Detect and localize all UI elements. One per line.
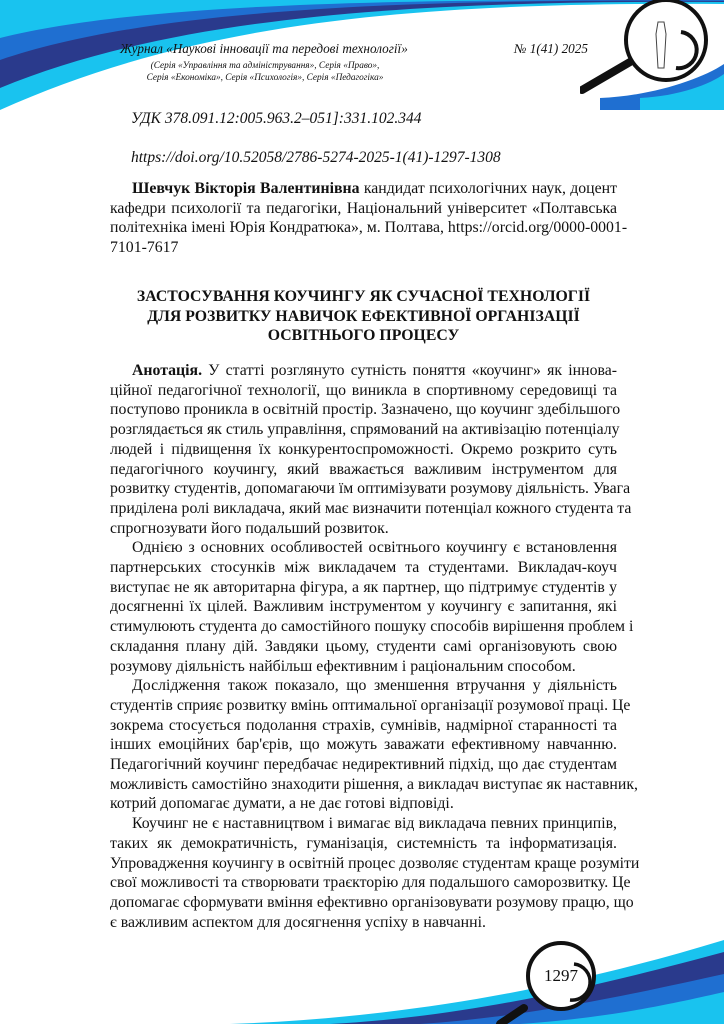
doi-link[interactable]: https://doi.org/10.52058/2786-5274-2025-1(41)-1297-1308 [131,149,501,166]
paragraph-line: зокрема стосується подолання страхів, сумнівів, надмірної старанності та [110,716,617,734]
paragraph-line: свої можливості та створювати траєкторію для подальшого саморозвитку. Це [110,874,631,892]
paragraph-line: таких як демократичність, гуманізація, системність та інформатизація. [110,834,617,852]
paragraph-line: педагогічного коучингу, який вважається важливим інструментом для [110,460,617,478]
paragraph-line: спрогнозувати його подальший розвиток. [110,519,389,537]
paragraph-line: можливість самостійно знаходити рішення, а викладач виступає як наставник, [110,775,638,793]
series-line: Серія «Економіка», Серія «Психологія», Серія «Педагогіка» [146,73,384,83]
paragraph-line: поступово проникла в освітній простір. Зазначено, що коучинг здебільшого [110,401,621,419]
author-name: Шевчук Вікторія Валентинівна [132,180,360,197]
paragraph-line: розвитку студентів, допомагаючи їм оптимізувати розумову діяльність. Увага [110,480,631,498]
paragraph-line: розглядається як стиль управління, спрямований на активізацію потенціалу [110,421,620,439]
page-number: 1297 [544,966,578,985]
paragraph-line: інших емоційних бар'єрів, що можуть заважати ефективному навчанню. [110,736,617,754]
paragraph-line: є важливим аспектом для досягнення успіху в навчанні. [110,913,486,931]
title-line: ЗАСТОСУВАННЯ КОУЧИНГУ ЯК СУЧАСНОЇ ТЕХНОЛОГІЇ [136,288,591,305]
paragraph-line: розумову діяльність найбільш ефективним і раціональним способом. [110,657,576,675]
paragraph-line: стимулюють студента до самостійного пошуку способів вирішення проблем і [110,618,634,636]
paragraph-line: людей і підвищення їх конкурентоспроможності. Окремо розкрито суть [110,440,617,458]
paragraph-line: Анотація. У статті розглянуто сутність поняття «коучинг» як іннова- [132,362,617,379]
udk-code: УДК 378.091.12:005.963.2–051]:331.102.344 [131,110,422,127]
journal-title: Журнал «Наукові інновації та передові технології» [120,41,408,56]
paragraph-line: приділена ролі викладача, який має визначити потенціал кожного студента та [110,499,632,517]
author-info [110,179,628,258]
paragraph-line: партнерських стосунків між викладачем та студентами. Викладач-коуч [110,559,617,577]
series-line: (Серія «Управління та адміністрування», Серія «Право», [150,61,380,71]
footer-swoosh-decoration [0,930,724,1024]
author-line: 7101-7617 [110,239,179,257]
paragraph-line: Однією з основних особливостей освітнього коучингу є встановлення [132,539,617,557]
paragraph-line: студентів сприяє розвитку вмінь оптимальної організації розумової праці. Це [110,696,631,714]
paragraph-line: досягненні їх цілей. Важливим інструментом у коучингу є запитання, які [110,598,617,616]
article-body [110,361,640,932]
paragraph-line: складання плану дій. Завдяки цьому, студенти самі організовують свою [110,637,617,655]
title-line: ОСВІТНЬОГО ПРОЦЕСУ [267,327,460,345]
author-line: політехніка імені Юрія Кондратюка», м. Полтава, https://orcid.org/0000-0001- [110,219,628,237]
author-line: кафедри психології та педагогіки, Національний університет «Полтавська [110,199,617,217]
article-title [110,287,617,346]
paragraph-line: виступає не як авторитарна фігура, а як партнер, що підтримує студентів у [110,578,617,596]
title-line: ДЛЯ РОЗВИТКУ НАВИЧОК ЕФЕКТИВНОЇ ОРГАНІЗАЦІЇ [147,307,580,325]
paragraph-line: ційної педагогічної технології, що виникла в спортивному середовищі та [110,381,617,399]
paragraph-line: Упровадження коучингу в освітній процес дозволяє студентам краще розуміти [110,854,640,872]
paragraph-line: допомагає сформувати вміння ефективно організовувати розумову працю, що [110,893,634,911]
author-line: Шевчук Вікторія Валентинівна кандидат психологічних наук, доцент [132,180,618,197]
paragraph-line: Коучинг не є наставництвом і вимагає від викладача певних принципів, [132,815,617,833]
paragraph-line: котрий допомагає думати, а не дає готові відповіді. [110,795,454,813]
journal-issue: № 1(41) 2025 [514,41,588,56]
journal-logo-magnifier [580,0,724,110]
annotation-label: Анотація. [132,362,203,379]
paragraph-line: Дослідження також показало, що зменшення втручання у діяльність [132,677,617,695]
paragraph-line: Педагогічний коучинг передбачає недирективний підхід, що дає студентам [110,756,617,774]
journal-series [120,60,410,84]
